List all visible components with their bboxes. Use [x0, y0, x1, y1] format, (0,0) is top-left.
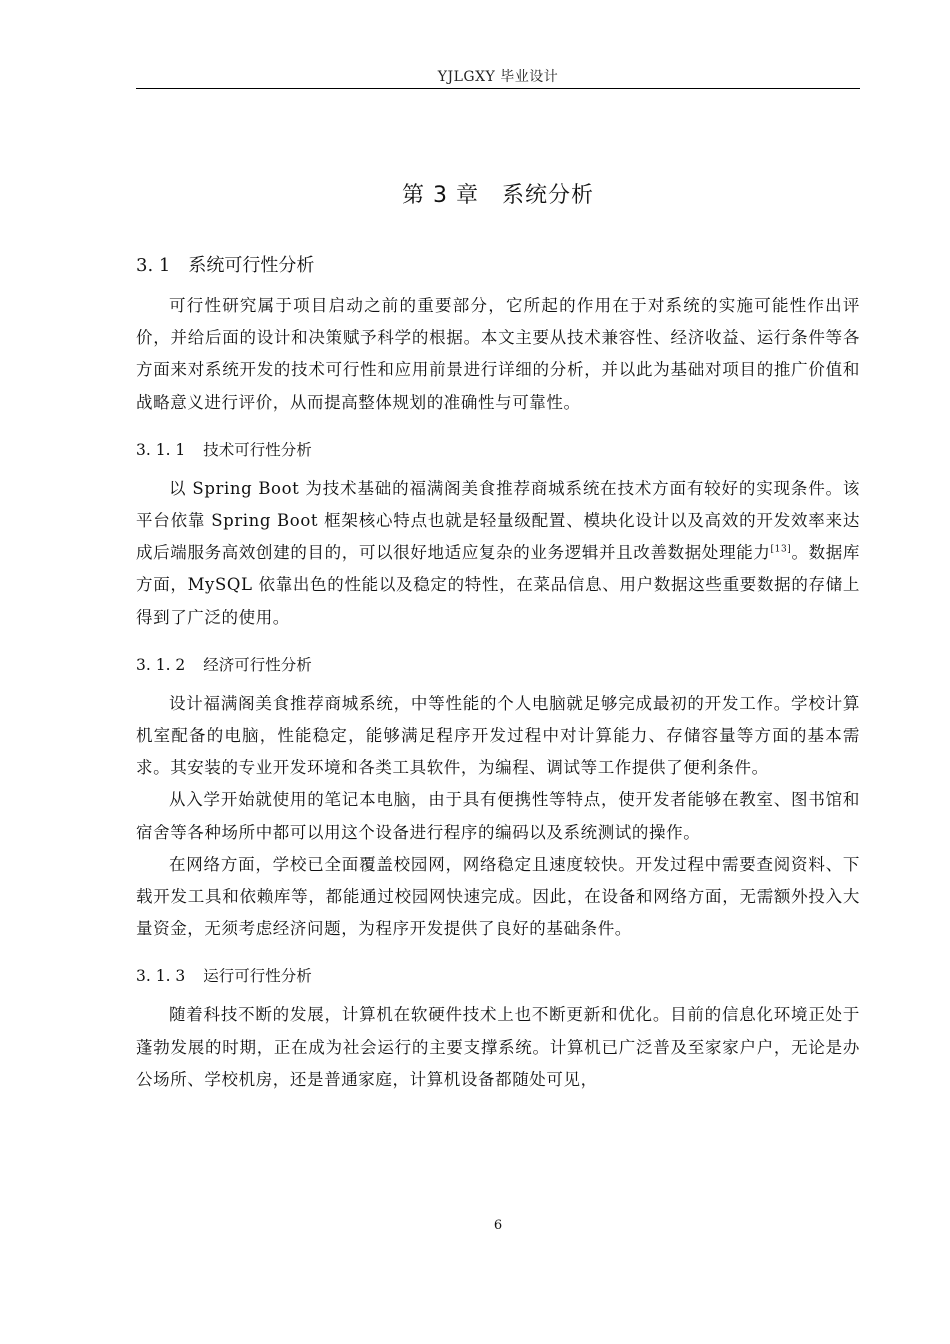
section-3-1-2-heading	[136, 650, 860, 680]
chapter-title: 第 3 章 系统分析	[402, 183, 594, 208]
paragraph: 设计福满阁美食推荐商城系统，中等性能的个人电脑就足够完成最初的开发工作。学校计算机室配备的电脑，性能稳定，能够满足程序开发过程中对计算能力、存储容量等方面的基本需求。其安装的专业开发环境和各类工具软件，为编程、调试等工作提供了便利条件。	[136, 693, 860, 778]
section-title: 经济可行性分析	[203, 655, 312, 674]
section-3-1-1-heading	[136, 435, 860, 465]
paragraph: 随着科技不断的发展，计算机在软硬件技术上也不断更新和优化。目前的信息化环境正处于蓬勃发展的时期，正在成为社会运行的主要支撑系统。计算机已广泛普及至家家户户，无论是办公场所、学校机房，还是普通家庭，计算机设备都随处可见，	[136, 1005, 860, 1089]
paragraph: 从入学开始就使用的笔记本电脑，由于具有便携性等特点，使开发者能够在教室、图书馆和宿舍等各种场所中都可以用这个设备进行程序的编码以及系统测试的操作。	[136, 790, 860, 842]
paragraph	[136, 473, 860, 634]
section-number: 3. 1. 1	[136, 440, 186, 459]
paragraph: 可行性研究属于项目启动之前的重要部分，它所起的作用在于对系统的实施可能性作出评价，并给后面的设计和决策赋予科学的根据。本文主要从技术兼容性、经济收益、运行条件等各方面来对系统开发的技术可行性和应用前景进行详细的分析，并以此为基础对项目的推广价值和战略意义进行评价，从而提高整体规划的准确性与可靠性。	[136, 296, 860, 412]
section-3-1-3-heading	[136, 961, 860, 991]
page-body	[136, 250, 860, 1096]
citation-ref: [13]	[770, 544, 792, 555]
section-number: 3. 1	[136, 255, 171, 276]
header-rule	[136, 88, 860, 89]
paragraph-text: 。数据库方面，MySQL 依靠出色的性能以及稳定的特性，在菜品信息、用户数据这些重要数据的存储上得到了广泛的使用。	[136, 543, 861, 627]
section-title: 技术可行性分析	[203, 440, 312, 459]
section-3-1-heading	[136, 250, 860, 282]
page-header: YJLGXY 毕业设计	[437, 69, 559, 85]
section-number: 3. 1. 3	[136, 967, 186, 986]
page-number: 6	[493, 1218, 503, 1233]
section-title: 运行可行性分析	[203, 967, 312, 986]
section-number: 3. 1. 2	[136, 655, 186, 674]
paragraph: 在网络方面，学校已全面覆盖校园网，网络稳定且速度较快。开发过程中需要查阅资料、下载开发工具和依赖库等，都能通过校园网快速完成。因此，在设备和网络方面，无需额外投入大量资金，无须考虑经济问题，为程序开发提供了良好的基础条件。	[136, 854, 860, 939]
section-title: 系统可行性分析	[188, 255, 315, 276]
paragraph-text: 以 Spring Boot 为技术基础的福满阁美食推荐商城系统在技术方面有较好的实现条件。该平台依靠 Spring Boot 框架核心特点也就是轻量级配置、模块化设计以及高效的开发效率来达成后端服务高效创建的目的，可以很好地适应复杂的业务逻辑并且改善数据处理能力	[136, 478, 860, 563]
